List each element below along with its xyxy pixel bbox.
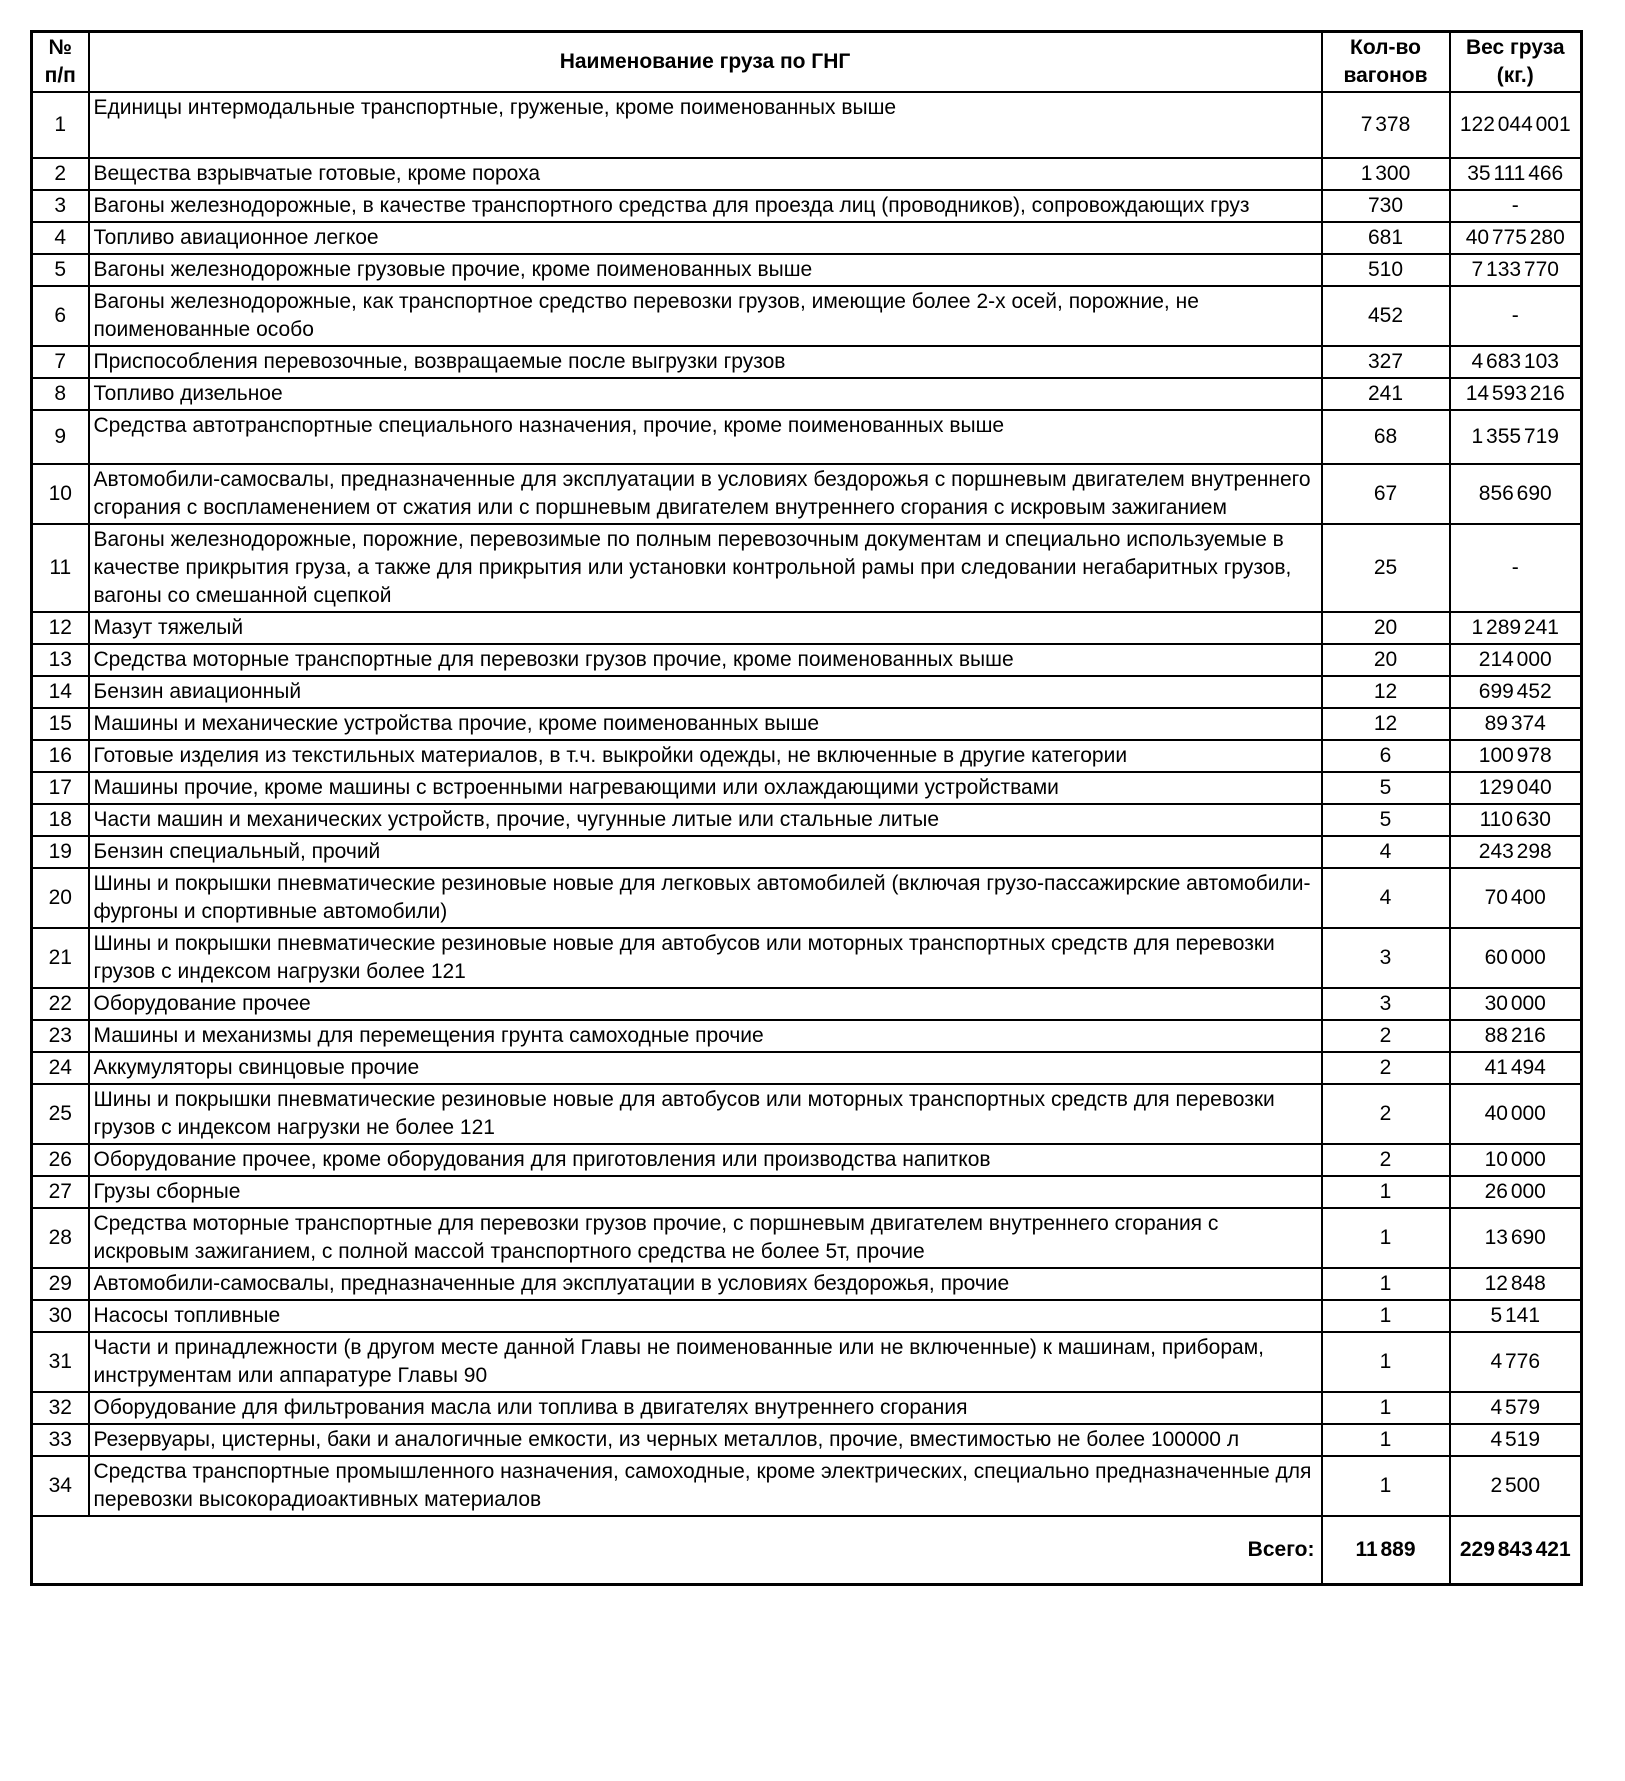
cargo-name-cell: Вагоны железнодорожные, порожние, перевозимые по полным перевозочным документам и специально используемые в качестве прикрытия груза, а также для прикрытия или установки контрольной рамы при следовании негабаритных грузов, вагоны со смешанной сцепкой <box>89 524 1322 612</box>
cargo-name-cell: Машины прочие, кроме машины с встроенными нагревающими или охлаждающими устройствами <box>89 772 1322 804</box>
table-row <box>32 1208 1582 1268</box>
row-number-cell: 8 <box>32 378 89 410</box>
table-row <box>32 1332 1582 1392</box>
cargo-name-cell: Части и принадлежности (в другом месте данной Главы не поименованные или не включенные) к машинам, приборам, инструментам или аппаратуре Главы 90 <box>89 1332 1322 1392</box>
cargo-name-cell: Средства моторные транспортные для перевозки грузов прочие, кроме поименованных выше <box>89 644 1322 676</box>
cargo-name-cell: Насосы топливные <box>89 1300 1322 1332</box>
table-row <box>32 1052 1582 1084</box>
weight-cell: 4 776 <box>1450 1332 1582 1392</box>
table-row <box>32 772 1582 804</box>
table-row <box>32 644 1582 676</box>
table-row <box>32 190 1582 222</box>
cargo-name-cell: Единицы интермодальные транспортные, груженые, кроме поименованных выше <box>89 92 1322 158</box>
row-number-cell: 34 <box>32 1456 89 1516</box>
table-row <box>32 1424 1582 1456</box>
weight-cell: 214 000 <box>1450 644 1582 676</box>
cargo-name-cell: Оборудование для фильтрования масла или топлива в двигателях внутреннего сгорания <box>89 1392 1322 1424</box>
wagon-count-cell: 2 <box>1322 1144 1450 1176</box>
table-row <box>32 612 1582 644</box>
cargo-name-cell: Части машин и механических устройств, прочие, чугунные литые или стальные литые <box>89 804 1322 836</box>
weight-cell: 10 000 <box>1450 1144 1582 1176</box>
weight-cell: - <box>1450 286 1582 346</box>
total-wagon-count: 11 889 <box>1322 1516 1450 1585</box>
wagon-count-cell: 3 <box>1322 988 1450 1020</box>
wagon-count-cell: 12 <box>1322 708 1450 740</box>
weight-cell: 7 133 770 <box>1450 254 1582 286</box>
cargo-name-cell: Бензин специальный, прочий <box>89 836 1322 868</box>
cargo-name-cell: Аккумуляторы свинцовые прочие <box>89 1052 1322 1084</box>
wagon-count-cell: 730 <box>1322 190 1450 222</box>
wagon-count-cell: 7 378 <box>1322 92 1450 158</box>
weight-cell: 41 494 <box>1450 1052 1582 1084</box>
weight-cell: 35 111 466 <box>1450 158 1582 190</box>
table-row <box>32 740 1582 772</box>
weight-cell: 122 044 001 <box>1450 92 1582 158</box>
weight-cell: 129 040 <box>1450 772 1582 804</box>
row-number-cell: 27 <box>32 1176 89 1208</box>
row-number-cell: 19 <box>32 836 89 868</box>
wagon-count-cell: 1 <box>1322 1424 1450 1456</box>
cargo-name-cell: Шины и покрышки пневматические резиновые новые для легковых автомобилей (включая грузо-пассажирские автомобили-фургоны и спортивные автомобили) <box>89 868 1322 928</box>
header-wagon-count: Кол-во вагонов <box>1322 32 1450 93</box>
row-number-cell: 7 <box>32 346 89 378</box>
row-number-cell: 24 <box>32 1052 89 1084</box>
table-row <box>32 1268 1582 1300</box>
wagon-count-cell: 1 300 <box>1322 158 1450 190</box>
weight-cell: 243 298 <box>1450 836 1582 868</box>
row-number-cell: 5 <box>32 254 89 286</box>
table-row <box>32 1456 1582 1516</box>
wagon-count-cell: 1 <box>1322 1208 1450 1268</box>
cargo-name-cell: Средства моторные транспортные для перевозки грузов прочие, с поршневым двигателем внутреннего сгорания с искровым зажиганием, с полной массой транспортного средства не более 5т, прочие <box>89 1208 1322 1268</box>
weight-cell: 1 289 241 <box>1450 612 1582 644</box>
wagon-count-cell: 4 <box>1322 836 1450 868</box>
table-row <box>32 1020 1582 1052</box>
wagon-count-cell: 5 <box>1322 772 1450 804</box>
weight-cell: 26 000 <box>1450 1176 1582 1208</box>
cargo-name-cell: Топливо дизельное <box>89 378 1322 410</box>
weight-cell: 100 978 <box>1450 740 1582 772</box>
header-row <box>32 32 1582 93</box>
table-row <box>32 868 1582 928</box>
row-number-cell: 25 <box>32 1084 89 1144</box>
weight-cell: 4 683 103 <box>1450 346 1582 378</box>
weight-cell: 4 519 <box>1450 1424 1582 1456</box>
weight-cell: 30 000 <box>1450 988 1582 1020</box>
header-row-number: № п/п <box>32 32 89 93</box>
weight-cell: 13 690 <box>1450 1208 1582 1268</box>
wagon-count-cell: 1 <box>1322 1176 1450 1208</box>
row-number-cell: 6 <box>32 286 89 346</box>
weight-cell: 40 000 <box>1450 1084 1582 1144</box>
cargo-name-cell: Средства автотранспортные специального назначения, прочие, кроме поименованных выше <box>89 410 1322 464</box>
wagon-count-cell: 67 <box>1322 464 1450 524</box>
wagon-count-cell: 1 <box>1322 1392 1450 1424</box>
wagon-count-cell: 20 <box>1322 644 1450 676</box>
wagon-count-cell: 241 <box>1322 378 1450 410</box>
weight-cell: 88 216 <box>1450 1020 1582 1052</box>
table-row <box>32 464 1582 524</box>
row-number-cell: 11 <box>32 524 89 612</box>
cargo-name-cell: Шины и покрышки пневматические резиновые новые для автобусов или моторных транспортных средств для перевозки грузов с индексом нагрузки не более 121 <box>89 1084 1322 1144</box>
cargo-name-cell: Оборудование прочее <box>89 988 1322 1020</box>
weight-cell: 60 000 <box>1450 928 1582 988</box>
row-number-cell: 2 <box>32 158 89 190</box>
weight-cell: 70 400 <box>1450 868 1582 928</box>
total-label: Всего: <box>32 1516 1322 1585</box>
wagon-count-cell: 68 <box>1322 410 1450 464</box>
cargo-name-cell: Средства транспортные промышленного назначения, самоходные, кроме электрических, специально предназначенные для перевозки высокорадиоактивных материалов <box>89 1456 1322 1516</box>
cargo-name-cell: Вагоны железнодорожные грузовые прочие, кроме поименованных выше <box>89 254 1322 286</box>
wagon-count-cell: 2 <box>1322 1052 1450 1084</box>
cargo-name-cell: Грузы сборные <box>89 1176 1322 1208</box>
cargo-table <box>30 30 1583 1586</box>
wagon-count-cell: 1 <box>1322 1456 1450 1516</box>
weight-cell: 12 848 <box>1450 1268 1582 1300</box>
table-row <box>32 804 1582 836</box>
table-row <box>32 836 1582 868</box>
row-number-cell: 15 <box>32 708 89 740</box>
wagon-count-cell: 510 <box>1322 254 1450 286</box>
row-number-cell: 1 <box>32 92 89 158</box>
weight-cell: 2 500 <box>1450 1456 1582 1516</box>
row-number-cell: 30 <box>32 1300 89 1332</box>
row-number-cell: 17 <box>32 772 89 804</box>
cargo-name-cell: Автомобили-самосвалы, предназначенные для эксплуатации в условиях бездорожья с поршневым двигателем внутреннего сгорания с воспламенением от сжатия или с поршневым двигателем внутреннего сгорания с искровым зажиганием <box>89 464 1322 524</box>
cargo-table-body <box>32 92 1582 1516</box>
wagon-count-cell: 2 <box>1322 1084 1450 1144</box>
total-weight: 229 843 421 <box>1450 1516 1582 1585</box>
wagon-count-cell: 681 <box>1322 222 1450 254</box>
row-number-cell: 4 <box>32 222 89 254</box>
row-number-cell: 23 <box>32 1020 89 1052</box>
cargo-name-cell: Резервуары, цистерны, баки и аналогичные емкости, из черных металлов, прочие, вместимостью не более 100000 л <box>89 1424 1322 1456</box>
row-number-cell: 31 <box>32 1332 89 1392</box>
row-number-cell: 21 <box>32 928 89 988</box>
table-header <box>32 32 1582 93</box>
wagon-count-cell: 1 <box>1322 1300 1450 1332</box>
wagon-count-cell: 5 <box>1322 804 1450 836</box>
row-number-cell: 26 <box>32 1144 89 1176</box>
table-row <box>32 158 1582 190</box>
wagon-count-cell: 1 <box>1322 1268 1450 1300</box>
cargo-name-cell: Вещества взрывчатые готовые, кроме пороха <box>89 158 1322 190</box>
table-row <box>32 346 1582 378</box>
row-number-cell: 28 <box>32 1208 89 1268</box>
wagon-count-cell: 20 <box>1322 612 1450 644</box>
wagon-count-cell: 3 <box>1322 928 1450 988</box>
cargo-name-cell: Приспособления перевозочные, возвращаемые после выгрузки грузов <box>89 346 1322 378</box>
table-row <box>32 1084 1582 1144</box>
table-row <box>32 988 1582 1020</box>
row-number-cell: 9 <box>32 410 89 464</box>
cargo-name-cell: Вагоны железнодорожные, как транспортное средство перевозки грузов, имеющие более 2-х осей, порожние, не поименованные особо <box>89 286 1322 346</box>
row-number-cell: 16 <box>32 740 89 772</box>
wagon-count-cell: 12 <box>1322 676 1450 708</box>
cargo-name-cell: Вагоны железнодорожные, в качестве транспортного средства для проезда лиц (проводников), сопровождающих груз <box>89 190 1322 222</box>
row-number-cell: 12 <box>32 612 89 644</box>
wagon-count-cell: 25 <box>1322 524 1450 612</box>
weight-cell: - <box>1450 190 1582 222</box>
wagon-count-cell: 4 <box>1322 868 1450 928</box>
wagon-count-cell: 1 <box>1322 1332 1450 1392</box>
header-cargo-name: Наименование груза по ГНГ <box>89 32 1322 93</box>
cargo-name-cell: Бензин авиационный <box>89 676 1322 708</box>
cargo-name-cell: Шины и покрышки пневматические резиновые новые для автобусов или моторных транспортных средств для перевозки грузов с индексом нагрузки более 121 <box>89 928 1322 988</box>
table-row <box>32 410 1582 464</box>
table-row <box>32 92 1582 158</box>
weight-cell: 14 593 216 <box>1450 378 1582 410</box>
row-number-cell: 14 <box>32 676 89 708</box>
weight-cell: 40 775 280 <box>1450 222 1582 254</box>
row-number-cell: 20 <box>32 868 89 928</box>
table-row <box>32 928 1582 988</box>
weight-cell: 5 141 <box>1450 1300 1582 1332</box>
weight-cell: 856 690 <box>1450 464 1582 524</box>
weight-cell: 110 630 <box>1450 804 1582 836</box>
wagon-count-cell: 327 <box>1322 346 1450 378</box>
wagon-count-cell: 6 <box>1322 740 1450 772</box>
row-number-cell: 22 <box>32 988 89 1020</box>
weight-cell: 699 452 <box>1450 676 1582 708</box>
row-number-cell: 3 <box>32 190 89 222</box>
table-row <box>32 286 1582 346</box>
table-row <box>32 1144 1582 1176</box>
table-row <box>32 524 1582 612</box>
cargo-name-cell: Готовые изделия из текстильных материалов, в т.ч. выкройки одежды, не включенные в другие категории <box>89 740 1322 772</box>
table-row <box>32 1176 1582 1208</box>
row-number-cell: 10 <box>32 464 89 524</box>
table-footer <box>32 1516 1582 1585</box>
table-row <box>32 254 1582 286</box>
row-number-cell: 18 <box>32 804 89 836</box>
table-row <box>32 222 1582 254</box>
table-row <box>32 1392 1582 1424</box>
wagon-count-cell: 2 <box>1322 1020 1450 1052</box>
row-number-cell: 32 <box>32 1392 89 1424</box>
cargo-name-cell: Мазут тяжелый <box>89 612 1322 644</box>
table-row <box>32 378 1582 410</box>
row-number-cell: 29 <box>32 1268 89 1300</box>
table-row <box>32 708 1582 740</box>
cargo-name-cell: Машины и механизмы для перемещения грунта самоходные прочие <box>89 1020 1322 1052</box>
cargo-name-cell: Топливо авиационное легкое <box>89 222 1322 254</box>
total-row <box>32 1516 1582 1585</box>
weight-cell: 4 579 <box>1450 1392 1582 1424</box>
weight-cell: - <box>1450 524 1582 612</box>
cargo-name-cell: Оборудование прочее, кроме оборудования для приготовления или производства напитков <box>89 1144 1322 1176</box>
weight-cell: 89 374 <box>1450 708 1582 740</box>
weight-cell: 1 355 719 <box>1450 410 1582 464</box>
table-row <box>32 1300 1582 1332</box>
cargo-name-cell: Машины и механические устройства прочие, кроме поименованных выше <box>89 708 1322 740</box>
cargo-name-cell: Автомобили-самосвалы, предназначенные для эксплуатации в условиях бездорожья, прочие <box>89 1268 1322 1300</box>
row-number-cell: 13 <box>32 644 89 676</box>
table-row <box>32 676 1582 708</box>
header-cargo-weight: Вес груза (кг.) <box>1450 32 1582 93</box>
row-number-cell: 33 <box>32 1424 89 1456</box>
wagon-count-cell: 452 <box>1322 286 1450 346</box>
